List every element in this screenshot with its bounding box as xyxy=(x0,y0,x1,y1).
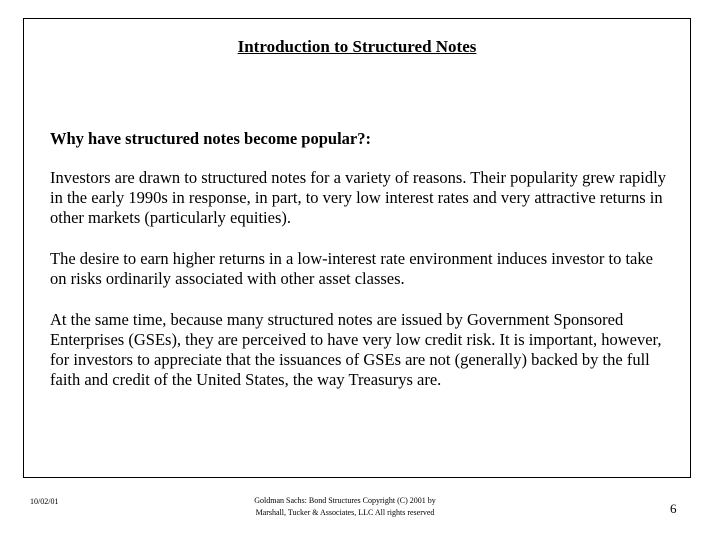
paragraph-2: The desire to earn higher returns in a low-interest rate environment induces investor to take on risks ordinarily associated with other asset classes. xyxy=(50,249,653,288)
slide-title: Introduction to Structured Notes xyxy=(237,37,477,56)
paragraph-3: At the same time, because many structured notes are issued by Government Sponsored Enterprises (GSEs), they are perceived to have very low credit risk. It is important, however, for investors to appreciate that the issuances of GSEs are not (generally) backed by the full faith and credit of the United States, the way Treasurys are. xyxy=(50,310,662,389)
page-number: 6 xyxy=(670,501,677,516)
footer-date: 10/02/01 xyxy=(30,497,59,506)
footer-copyright: Goldman Sachs: Bond Structures Copyright (C) 2001 by Marshall, Tucker & Associates, LLC All rights reserved xyxy=(254,496,436,517)
slide-question: Why have structured notes become popular?: xyxy=(50,129,371,148)
slide-frame xyxy=(23,18,691,478)
paragraph-1: Investors are drawn to structured notes for a variety of reasons. Their popularity grew rapidly in the early 1990s in response, in part, to very low interest rates and very attractive returns in other markets (particularly equities). xyxy=(50,168,666,227)
slide-content xyxy=(50,129,672,411)
